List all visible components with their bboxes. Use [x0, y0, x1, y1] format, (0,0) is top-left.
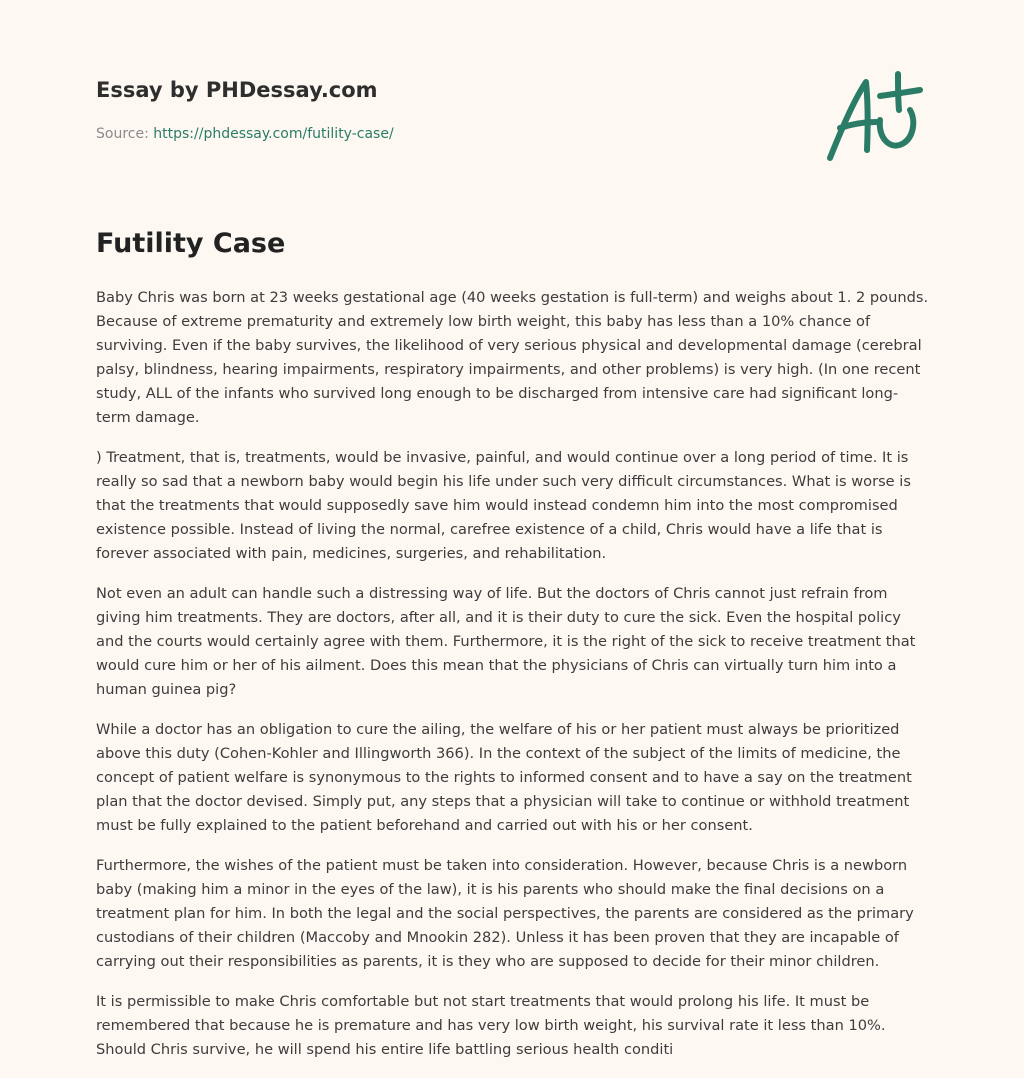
a-plus-logo-icon [820, 66, 930, 166]
essay-paragraph: ) Treatment, that is, treatments, would be invasive, painful, and would continue over a long period of time. It is really so sad that a newborn baby would begin his life under such very difficult circumstances. What is worse is that the treatments that would supposedly save him would instead condemn him into the most compromised existence possible. Instead of living the normal, carefree existence of a child, Chris would have a life that is forever associated with pain, medicines, surgeries, and rehabilitation. [96, 449, 911, 562]
essay-paragraph: While a doctor has an obligation to cure the ailing, the welfare of his or her patient must always be prioritized above this duty (Cohen-Kohler and Illingworth 366). In the context of the subject of the limits of medicine, the concept of patient welfare is synonymous to the rights to informed consent and to have a say on the treatment plan that the doctor devised. Simply put, any steps that a physician will take to continue or withhold treatment must be fully explained to the patient beforehand and carried out with his or her consent. [96, 721, 912, 834]
source-line [96, 124, 696, 144]
page-header [96, 76, 696, 144]
site-title: Essay by PHDessay.com [96, 78, 378, 102]
essay-paragraph: Baby Chris was born at 23 weeks gestational age (40 weeks gestation is full-term) and weighs about 1. 2 pounds. Because of extreme prematurity and extremely low birth weight, this baby has less than a 10% chance of surviving. Even if the baby survives, the likelihood of very serious physical and developmental damage (cerebral palsy, blindness, hearing impairments, respiratory impairments, and other problems) is very high. (In one recent study, ALL of the infants who survived long enough to be discharged from intensive care had significant long-term damage. [96, 289, 929, 426]
essay-paragraph: Furthermore, the wishes of the patient must be taken into consideration. However, because Chris is a newborn baby (making him a minor in the eyes of the law), it is his parents who should make the final decisions on a treatment plan for him. In both the legal and the social perspectives, the parents are considered as the primary custodians of their children (Maccoby and Mnookin 282). Unless it has been proven that they are incapable of carrying out their responsibilities as parents, it is they who are supposed to decide for their minor children. [96, 857, 914, 970]
essay-title: Futility Case [96, 228, 286, 259]
essay-paragraph: It is permissible to make Chris comfortable but not start treatments that would prolong his life. It must be remembered that because he is premature and has very low birth weight, his survival rate it less than 10%. Should Chris survive, he will spend his entire life battling serious health conditi [96, 993, 886, 1058]
source-link[interactable]: https://phdessay.com/futility-case/ [153, 126, 394, 142]
essay-paragraph: Not even an adult can handle such a distressing way of life. But the doctors of Chris cannot just refrain from giving him treatments. They are doctors, after all, and it is their duty to cure the sick. Even the hospital policy and the courts would certainly agree with them. Furthermore, it is the right of the sick to receive treatment that would cure him or her of his ailment. Does this mean that the physicians of Chris can virtually turn him into a human guinea pig? [96, 585, 916, 698]
source-label: Source: [96, 126, 154, 142]
essay-article [96, 226, 930, 1078]
